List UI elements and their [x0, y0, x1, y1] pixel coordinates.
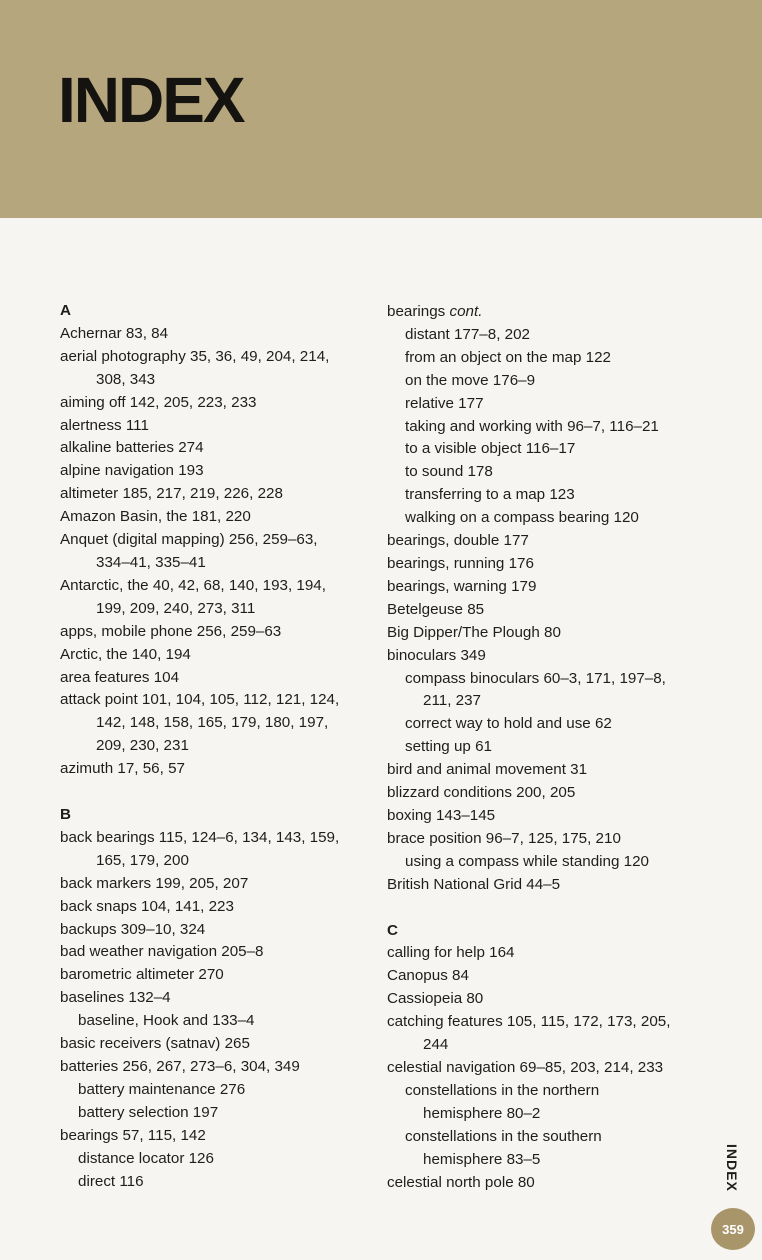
index-subentry: to sound 178: [405, 463, 493, 481]
index-entry: back snaps 104, 141, 223: [60, 897, 234, 915]
index-entry: azimuth 17, 56, 57: [60, 760, 185, 778]
index-entry: alkaline batteries 274: [60, 439, 204, 457]
index-subentry: battery maintenance 276: [78, 1080, 246, 1098]
index-entry-continuation: 142, 148, 158, 165, 179, 180, 197,: [96, 714, 329, 732]
index-entry-continuation: 199, 209, 240, 273, 311: [96, 599, 256, 617]
index-entry: celestial north pole 80: [387, 1173, 535, 1191]
index-entry-continuation: 165, 179, 200: [96, 851, 189, 869]
index-entry-continuation: 244: [423, 1036, 449, 1054]
index-entry: bearings, double 177: [387, 532, 529, 550]
index-entry-continuation: 308, 343: [96, 370, 156, 388]
index-entry: calling for help 164: [387, 944, 515, 962]
section-letter: C: [387, 921, 398, 939]
index-subentry: walking on a compass bearing 120: [405, 509, 639, 527]
index-subentry: baseline, Hook and 133–4: [78, 1012, 255, 1030]
index-entry: bad weather navigation 205–8: [60, 943, 264, 961]
index-column-left: [60, 300, 370, 1193]
index-entry: altimeter 185, 217, 219, 226, 228: [60, 485, 283, 503]
index-entry: bearings cont.: [387, 303, 483, 320]
index-entry: catching features 105, 115, 172, 173, 205,: [387, 1013, 671, 1031]
index-subentry: from an object on the map 122: [405, 348, 612, 366]
index-entry: back markers 199, 205, 207: [60, 874, 249, 892]
index-entry: Arctic, the 140, 194: [60, 645, 191, 663]
index-entry: aerial photography 35, 36, 49, 204, 214,: [60, 347, 330, 365]
index-subentry: constellations in the southern: [405, 1127, 602, 1145]
section-gap: [60, 781, 370, 804]
section-letter: A: [60, 302, 71, 319]
index-subentry: using a compass while standing 120: [405, 852, 649, 870]
index-entry: brace position 96–7, 125, 175, 210: [387, 829, 621, 847]
index-entry: basic receivers (satnav) 265: [60, 1035, 250, 1053]
index-subentry: battery selection 197: [78, 1103, 219, 1121]
index-entry: batteries 256, 267, 273–6, 304, 349: [60, 1058, 300, 1075]
index-subentry: taking and working with 96–7, 116–21: [405, 417, 659, 435]
section-gap: [387, 897, 697, 920]
index-entry: baselines 132–4: [60, 989, 171, 1007]
index-entry: aiming off 142, 205, 223, 233: [60, 393, 257, 411]
index-entry: barometric altimeter 270: [60, 966, 224, 984]
index-entry: blizzard conditions 200, 205: [387, 784, 576, 802]
index-subentry: distant 177–8, 202: [405, 325, 530, 343]
index-subentry: direct 116: [78, 1172, 144, 1190]
index-entry: Betelgeuse 85: [387, 600, 485, 618]
index-entry: attack point 101, 104, 105, 112, 121, 124,: [60, 691, 340, 709]
index-entry: bearings, running 176: [387, 554, 534, 572]
section-side-label: INDEX: [724, 1144, 740, 1192]
index-entry: Antarctic, the 40, 42, 68, 140, 193, 194,: [60, 576, 326, 594]
index-entry-continuation: hemisphere 80–2: [423, 1104, 541, 1122]
index-entry-continuation: 211, 237: [423, 692, 481, 710]
index-entry-continuation: 334–41, 335–41: [96, 553, 206, 571]
index-entry-continuation: hemisphere 83–5: [423, 1150, 541, 1168]
index-entry: apps, mobile phone 256, 259–63: [60, 622, 282, 640]
index-entry-continuation: 209, 230, 231: [96, 737, 189, 755]
index-subentry: on the move 176–9: [405, 371, 536, 389]
index-entry: Big Dipper/The Plough 80: [387, 623, 561, 641]
index-entry: alpine navigation 193: [60, 462, 204, 480]
index-entry: Amazon Basin, the 181, 220: [60, 508, 251, 526]
section-letter: B: [60, 806, 71, 824]
index-entry: celestial navigation 69–85, 203, 214, 233: [387, 1059, 664, 1076]
index-entry: Cassiopeia 80: [387, 990, 484, 1008]
index-entry: back bearings 115, 124–6, 134, 143, 159,: [60, 828, 340, 846]
index-entry: bird and animal movement 31: [387, 761, 588, 779]
index-entry: Achernar 83, 84: [60, 324, 169, 342]
page-number-badge: 359: [711, 1208, 755, 1250]
index-subentry: distance locator 126: [78, 1149, 214, 1167]
index-entry: Canopus 84: [387, 967, 469, 985]
index-subentry: to a visible object 116–17: [405, 440, 576, 458]
index-subentry: compass binoculars 60–3, 171, 197–8,: [405, 669, 666, 687]
index-subentry: constellations in the northern: [405, 1081, 600, 1099]
index-entry: binoculars 349: [387, 646, 486, 664]
page-title: INDEX: [58, 64, 244, 136]
index-subentry: setting up 61: [405, 738, 492, 756]
index-subentry: correct way to hold and use 62: [405, 715, 612, 733]
index-subentry: transferring to a map 123: [405, 486, 575, 504]
index-entry: alertness 111: [60, 416, 149, 434]
index-entry: Anquet (digital mapping) 256, 259–63,: [60, 531, 318, 549]
index-column-right: [387, 301, 697, 1194]
index-entry: area features 104: [60, 668, 180, 686]
index-entry: backups 309–10, 324: [60, 920, 206, 938]
index-entry: bearings, warning 179: [387, 577, 537, 595]
index-entry: bearings 57, 115, 142: [60, 1126, 206, 1144]
header-band: [0, 0, 762, 218]
index-subentry: relative 177: [405, 394, 484, 412]
index-entry: British National Grid 44–5: [387, 875, 561, 893]
index-entry: boxing 143–145: [387, 806, 496, 824]
continued-marker: cont.: [449, 303, 483, 320]
